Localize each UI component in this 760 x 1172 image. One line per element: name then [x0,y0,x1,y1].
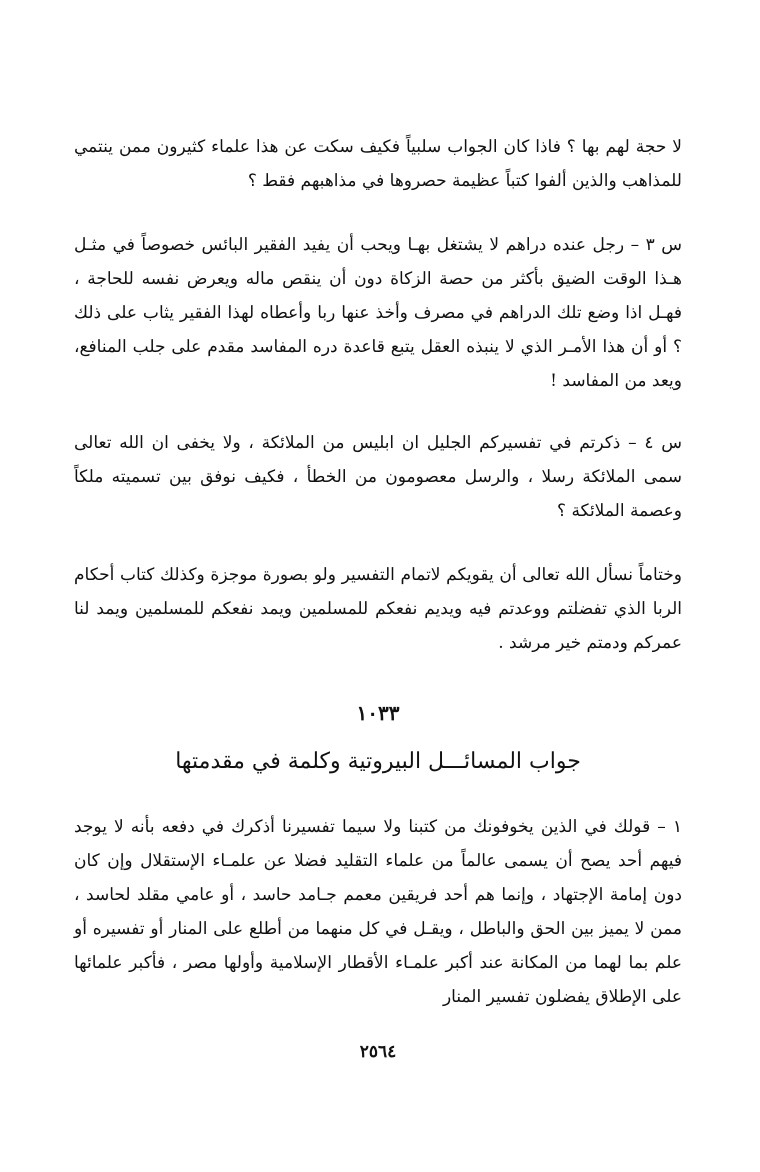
section-title: جواب المسائـــل البيروتية وكلمة في مقدمتها [175,749,581,774]
fatwa-number: ١٠٣٣ [356,701,400,725]
page-number: ٢٥٦٤ [359,1042,397,1062]
question-continuation-paragraph: لا حجة لهم بها ؟ فاذا كان الجواب سلبياً فكيف سكت عن هذا علماء كثيرون ممن ينتمي للمذاهب والذين ألفوا كتباً عظيمة حصروها في مذاهبهم فقط ؟ [74,137,682,191]
question-4-paragraph: س ٤ – ذكرتم في تفسيركم الجليل ان ابليس من الملائكة ، ولا يخفى ان الله تعالى سمى الملائكة رسلا ، والرسل معصومون من الخطأ ، فكيف نوفق بين تسميته ملكاً وعصمة الملائكة ؟ [74,433,683,521]
answer-paragraph: ١ – قولك في الذين يخوفونك من كتبنا ولا سيما تفسيرنا أذكرك في دفعه بأنه لا يوجد فيهم أحد يصح أن يسمى عالماً من علماء التقليد فضلا عن علمـاء الإستقلال وإن كان دون إمامة الإجتهاد ، وإنما هم أحد فريقين معمم جـامد حاسد ، أو عامي مقلد لحاسد ، ممن لا يميز بين الحق والباطل ، ويقـل في كل منهما من أطلع على المنار أو تفسيره أو علم بما لهما من المكانة عند أكبر علمـاء الأقطار الإسلامية وأولها مصر ، فأكبر علمائها على الإطلاق يفضلون تفسير المنار [74,817,682,1007]
question-3-paragraph: س ٣ – رجل عنده دراهم لا يشتغل بهـا ويحب أن يفيد الفقير البائس خصوصاً في مثـل هـذا الوقت الضيق بأكثر من حصة الزكاة دون أن ينقص ماله ويعرض نفسه للحاجة ، فهـل اذا وضع تلك الدراهم في مصرف وأخذ عنها ربا وأعطاه لهذا الفقير يثاب على ذلك ؟ أو أن هذا الأمـر الذي لا ينبذه العقل يتبع قاعدة دره المفاسد مقدم على جلب المنافع، ويعد من المفاسد ! [74,235,682,391]
closing-paragraph: وختاماً نسأل الله تعالى أن يقويكم لاتمام التفسير ولو بصورة موجزة وكذلك كتاب أحكام الربا الذي تفضلتم ووعدتم فيه ويديم نفعكم للمسلمين ويمد نفعكم للمسلمين ويمد لنا عمركم ودمتم خير مرشد . [74,565,682,653]
